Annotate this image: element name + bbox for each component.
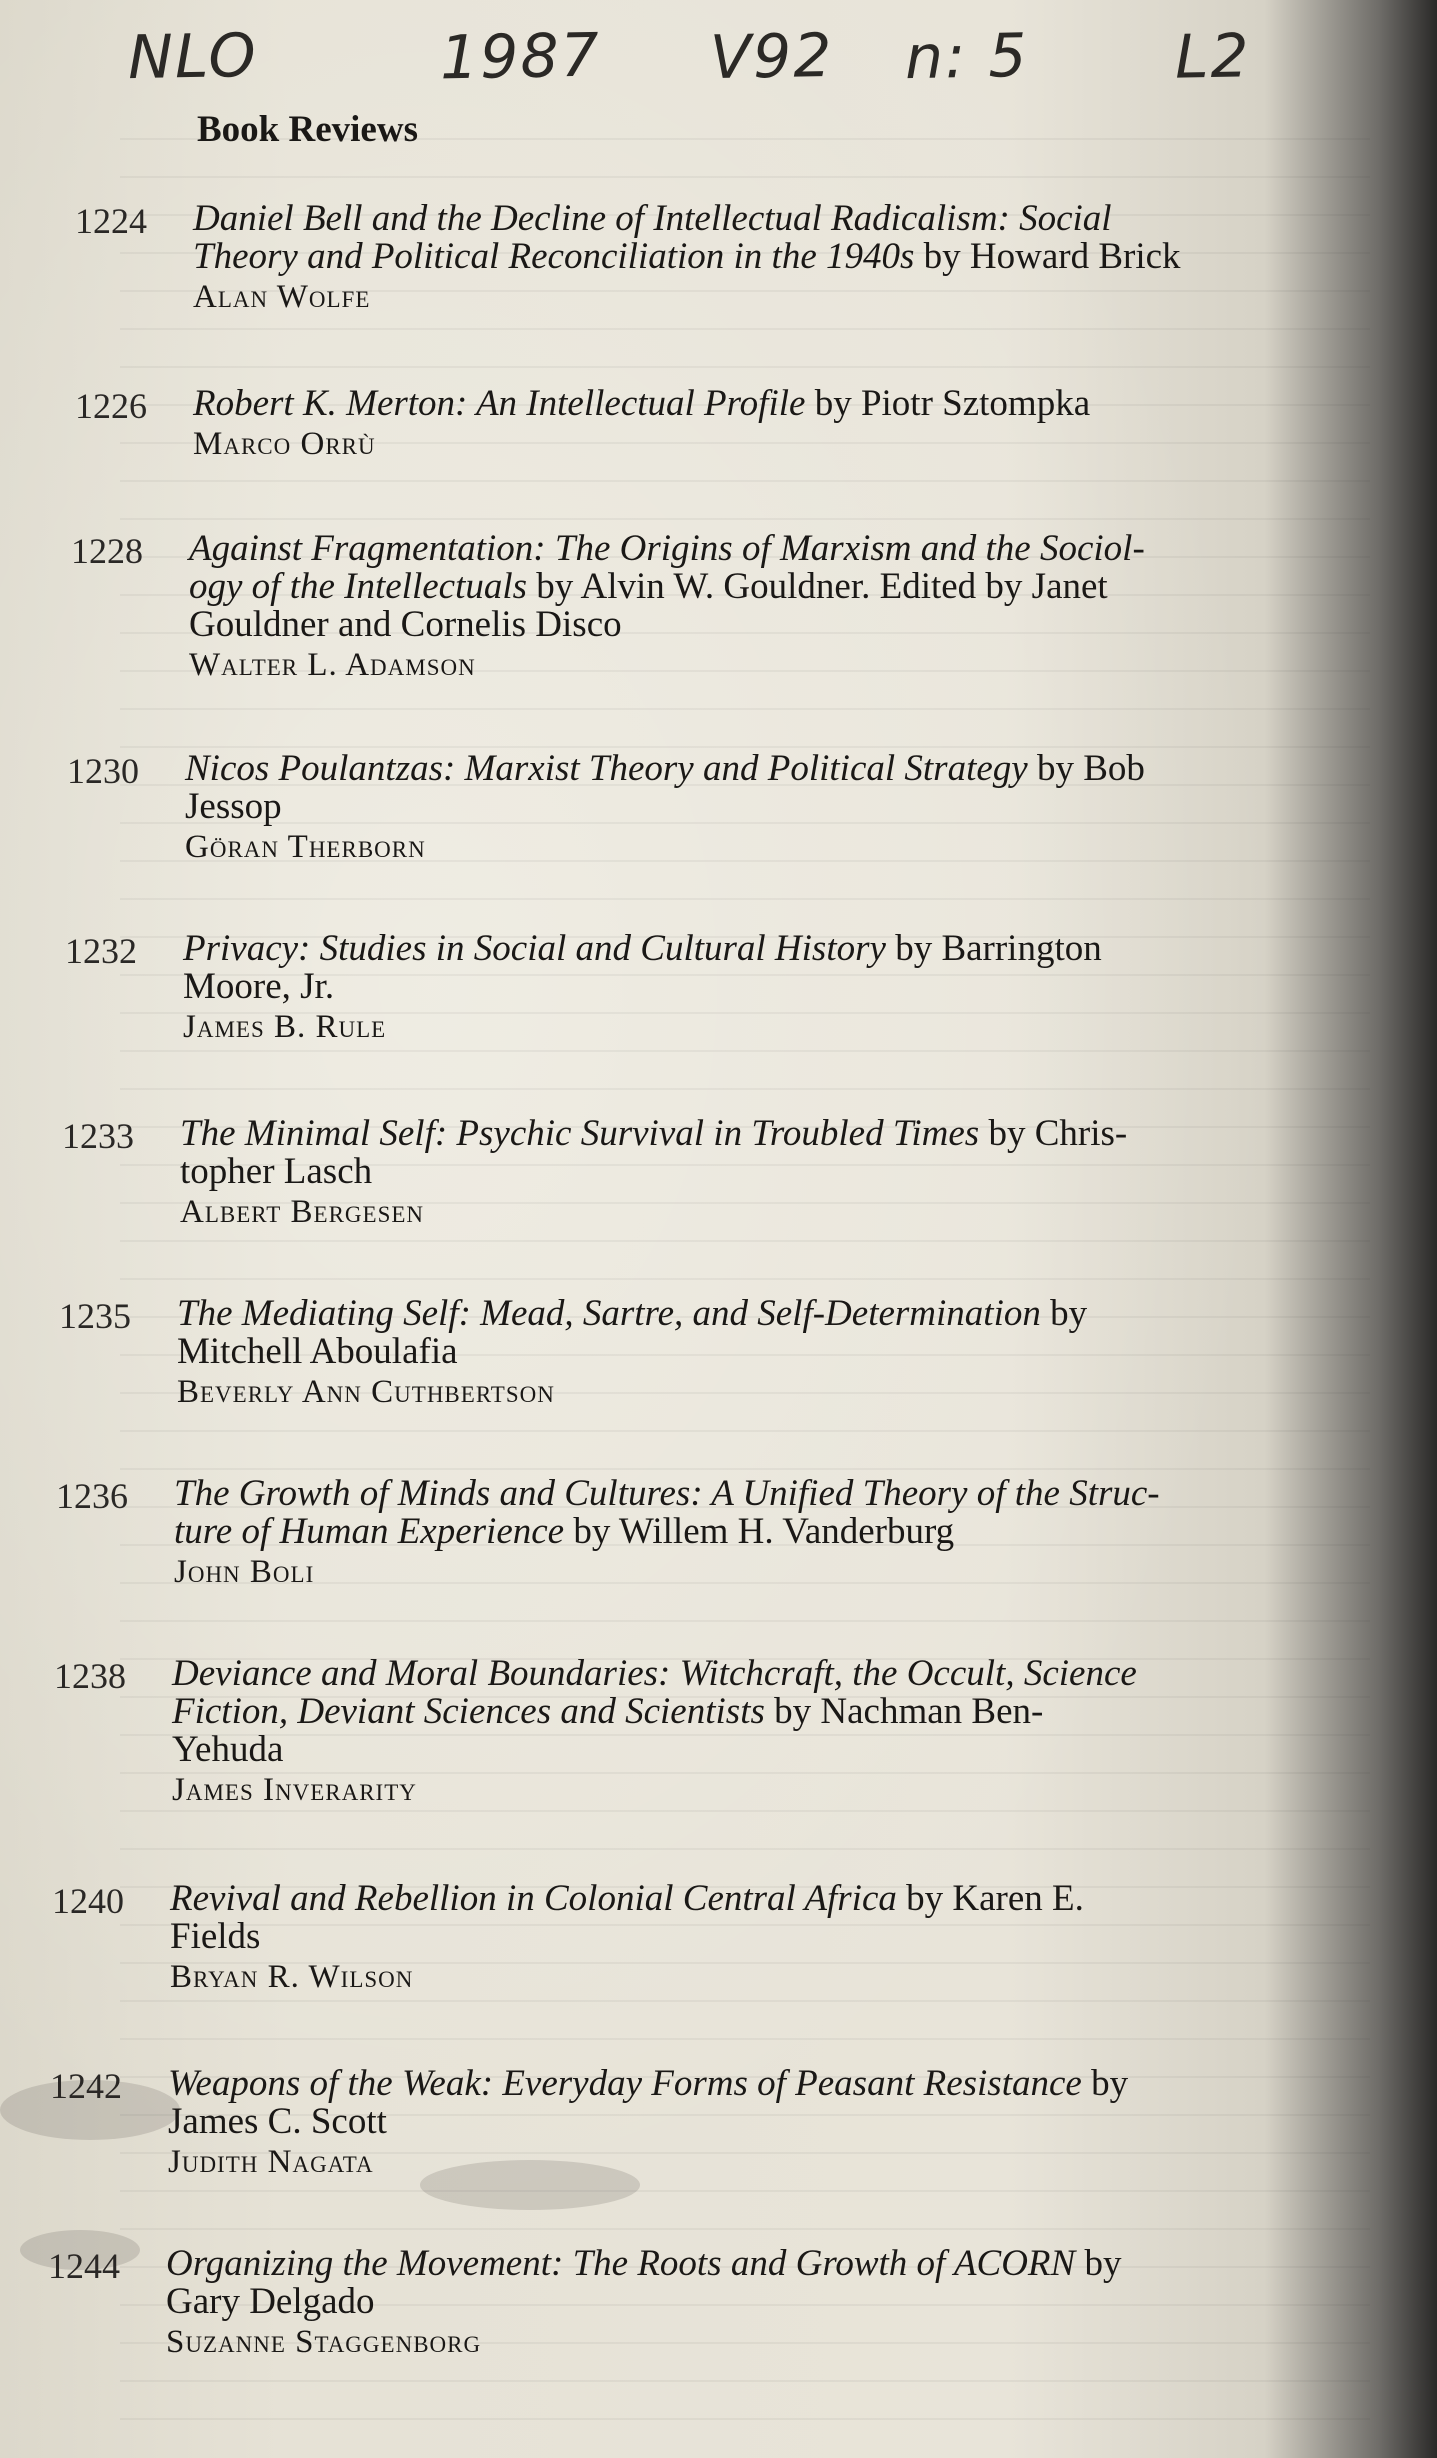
- book-title: ture of Human Experience: [174, 1511, 565, 1552]
- book-author: by Willem H. Vanderburg: [564, 1511, 955, 1552]
- book-title-line: [172, 1655, 1322, 1693]
- book-title-line: [189, 568, 1339, 606]
- book-author: by Karen E.: [896, 1878, 1084, 1919]
- book-title: Daniel Bell and the Decline of Intellectual Radicalism: Social: [193, 198, 1112, 239]
- book-author: by Bob: [1027, 748, 1145, 789]
- book-title: Weapons of the Weak: Everyday Forms of Peasant Resistance: [168, 2063, 1082, 2104]
- book-title-line: [189, 530, 1339, 568]
- handwritten-note: L2: [1174, 21, 1252, 93]
- book-title-line: [189, 606, 1339, 644]
- page-number: 1226: [75, 386, 147, 426]
- reviewer-name: Göran Therborn: [185, 829, 426, 865]
- book-title: ogy of the Intellectuals: [189, 566, 528, 607]
- handwritten-note: NLO: [127, 20, 259, 94]
- reviewer-name: Marco Orrù: [193, 426, 376, 462]
- book-title-line: [174, 1475, 1324, 1513]
- book-author: by Chris-: [979, 1113, 1128, 1154]
- review-entry: [65, 928, 1333, 1046]
- handwritten-note: n: 5: [904, 20, 1030, 94]
- ink-smudge: [420, 2160, 640, 2210]
- book-author: James C. Scott: [168, 2101, 387, 2142]
- book-author: Jessop: [185, 786, 282, 827]
- book-title-line: [177, 1333, 1327, 1371]
- reviewer-name: Beverly Ann Cuthbertson: [177, 1374, 555, 1410]
- review-entry: [75, 198, 1343, 316]
- page-number: 1224: [75, 201, 147, 241]
- reviewer-name: Albert Bergesen: [180, 1194, 425, 1230]
- book-author: by: [1040, 1293, 1088, 1334]
- book-title: Against Fragmentation: The Origins of Marxism and the Sociol-: [189, 528, 1145, 569]
- section-heading: Book Reviews: [197, 109, 418, 150]
- handwritten-note: 1987: [439, 20, 602, 94]
- book-title-line: [193, 385, 1343, 423]
- reviewer-name: James Inverarity: [172, 1772, 417, 1808]
- review-entry: [62, 1113, 1330, 1231]
- reviewer-name: Suzanne Staggenborg: [166, 2324, 482, 2360]
- ink-smudge: [20, 2230, 140, 2270]
- book-title-line: [180, 1115, 1330, 1153]
- page-number: 1242: [50, 2066, 122, 2106]
- page-number: 1228: [71, 531, 143, 571]
- review-entry: [56, 1473, 1324, 1591]
- book-title-line: [177, 1295, 1327, 1333]
- book-author: Gouldner and Cornelis Disco: [189, 604, 622, 645]
- book-author: by Howard Brick: [914, 236, 1181, 277]
- book-author: Moore, Jr.: [183, 966, 335, 1007]
- book-author: by: [1081, 2063, 1129, 2104]
- book-title-line: [193, 200, 1343, 238]
- book-title-line: [170, 1880, 1320, 1918]
- review-entry: [71, 528, 1339, 684]
- book-author: by Alvin W. Gouldner. Edited by Janet: [527, 566, 1108, 607]
- page-number: 1233: [62, 1116, 134, 1156]
- page-number: 1240: [52, 1881, 124, 1921]
- book-title: Theory and Political Reconciliation in the 1940s: [193, 236, 915, 277]
- book-title: The Growth of Minds and Cultures: A Unified Theory of the Struc-: [174, 1473, 1160, 1514]
- page-number: 1244: [48, 2246, 120, 2286]
- book-title-line: [183, 930, 1333, 968]
- review-entry: [54, 1653, 1322, 1809]
- book-title-line: [183, 968, 1333, 1006]
- book-title-line: [166, 2245, 1316, 2283]
- review-entry: [50, 2063, 1318, 2181]
- page-number: 1230: [67, 751, 139, 791]
- reviewer-name: Bryan R. Wilson: [170, 1959, 414, 1995]
- reviewer-name: John Boli: [174, 1554, 315, 1590]
- book-title: Robert K. Merton: An Intellectual Profile: [193, 383, 806, 424]
- page-number: 1236: [56, 1476, 128, 1516]
- book-title-line: [168, 2103, 1318, 2141]
- reviewer-name: Judith Nagata: [168, 2144, 374, 2180]
- book-title-line: [172, 1693, 1322, 1731]
- book-title-line: [174, 1513, 1324, 1551]
- book-title: The Mediating Self: Mead, Sartre, and Self-Determination: [177, 1293, 1041, 1334]
- book-author: topher Lasch: [180, 1151, 373, 1192]
- review-entry: [48, 2243, 1316, 2361]
- book-title-line: [166, 2283, 1316, 2321]
- book-title: Deviance and Moral Boundaries: Witchcraft, the Occult, Science: [172, 1653, 1137, 1694]
- handwritten-note: V92: [709, 20, 835, 94]
- book-author: by Piotr Sztompka: [805, 383, 1091, 424]
- reviewer-name: James B. Rule: [183, 1009, 387, 1045]
- reviewer-name: Alan Wolfe: [193, 279, 371, 315]
- book-author: Gary Delgado: [166, 2281, 375, 2322]
- book-title-line: [170, 1918, 1320, 1956]
- book-author: Yehuda: [172, 1729, 284, 1770]
- review-entry: [75, 383, 1343, 463]
- book-title: Nicos Poulantzas: Marxist Theory and Political Strategy: [185, 748, 1028, 789]
- reviewer-name: Walter L. Adamson: [189, 647, 476, 683]
- review-entry: [52, 1878, 1320, 1996]
- page-number: 1232: [65, 931, 137, 971]
- book-author: by Barrington: [885, 928, 1102, 969]
- book-author: by Nachman Ben-: [764, 1691, 1044, 1732]
- book-title-line: [168, 2065, 1318, 2103]
- book-author: Mitchell Aboulafia: [177, 1331, 458, 1372]
- book-title: Fiction, Deviant Sciences and Scientists: [172, 1691, 765, 1732]
- book-title: The Minimal Self: Psychic Survival in Troubled Times: [180, 1113, 980, 1154]
- book-title: Privacy: Studies in Social and Cultural History: [183, 928, 886, 969]
- book-author: by: [1075, 2243, 1122, 2284]
- book-title: Revival and Rebellion in Colonial Central Africa: [170, 1878, 897, 1919]
- page-number: 1235: [59, 1296, 131, 1336]
- book-title-line: [185, 750, 1335, 788]
- ink-smudge: [0, 2080, 180, 2140]
- book-title-line: [172, 1731, 1322, 1769]
- page-number: 1238: [54, 1656, 126, 1696]
- book-title-line: [185, 788, 1335, 826]
- book-author: Fields: [170, 1916, 261, 1957]
- book-title-line: [193, 238, 1343, 276]
- book-title-line: [180, 1153, 1330, 1191]
- book-title: Organizing the Movement: The Roots and Growth of ACORN: [166, 2243, 1076, 2284]
- review-entry: [67, 748, 1335, 866]
- review-entry: [59, 1293, 1327, 1411]
